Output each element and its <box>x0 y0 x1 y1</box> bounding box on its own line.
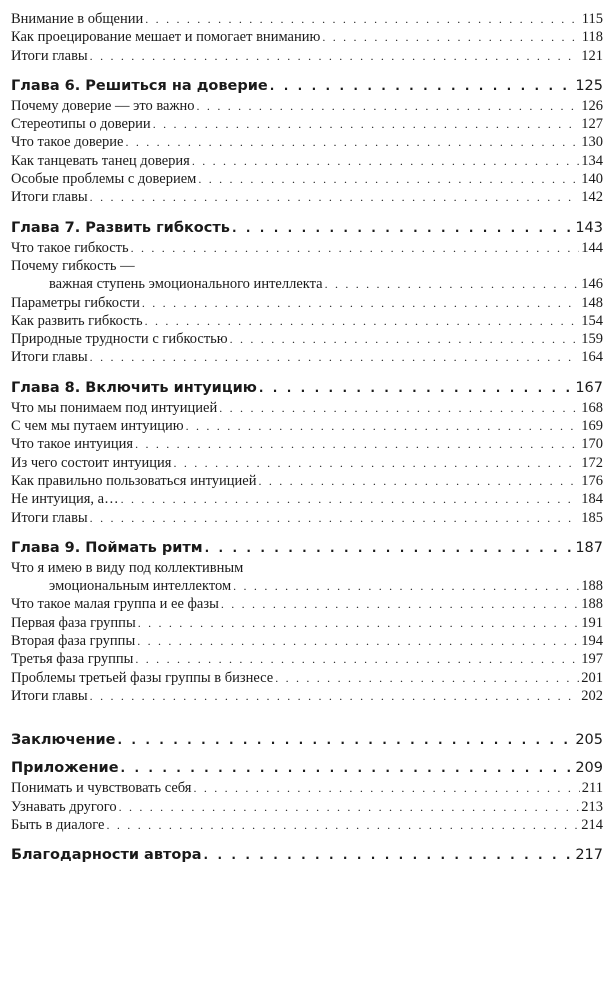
toc-entry-page: 188 <box>581 578 603 595</box>
toc-entry-title-continuation: эмоциональным интеллектом <box>49 578 232 595</box>
toc-entry <box>11 417 603 435</box>
dot-leader <box>153 115 580 133</box>
dot-leader <box>232 217 573 239</box>
toc-entry <box>11 133 603 151</box>
toc-entry <box>11 115 603 133</box>
toc-entry-title: Итоги главы <box>11 47 88 64</box>
dot-leader <box>173 454 579 472</box>
dot-leader <box>205 537 574 559</box>
chapter-heading-page: 125 <box>575 77 603 94</box>
toc-entry <box>11 472 603 490</box>
chapter-heading <box>11 217 603 239</box>
toc-entry-title: Что мы понимаем под интуицией <box>11 399 218 416</box>
dot-leader <box>270 75 574 97</box>
toc-entry-title: Стереотипы о доверии <box>11 116 151 133</box>
toc-entry-page: 154 <box>581 312 603 329</box>
toc-entry <box>11 632 603 650</box>
toc-entry <box>11 275 603 293</box>
table-of-contents <box>11 10 603 866</box>
dot-leader <box>275 669 579 687</box>
toc-conclusion <box>11 729 603 751</box>
toc-entry <box>11 170 603 188</box>
chapter-heading-page: 205 <box>575 732 603 749</box>
toc-entry-title: Как правильно пользоваться интуицией <box>11 472 257 489</box>
chapter-heading <box>11 757 603 779</box>
toc-entry-title: Итоги главы <box>11 687 88 704</box>
dot-leader <box>322 28 579 46</box>
toc-entry <box>11 399 603 417</box>
toc-entry-page: 185 <box>581 509 603 526</box>
toc-entry-page: 201 <box>581 669 603 686</box>
dot-leader <box>117 729 573 751</box>
dot-leader <box>221 595 579 613</box>
toc-entry-page: 146 <box>581 276 603 293</box>
toc-entry-title: Что такое гибкость <box>11 239 129 256</box>
chapter-heading-title: Заключение <box>11 732 116 749</box>
toc-entry <box>11 595 603 613</box>
dot-leader <box>145 10 580 28</box>
toc-entry-title: Внимание в общении <box>11 11 144 27</box>
dot-leader <box>198 170 579 188</box>
dot-leader <box>138 614 580 632</box>
toc-entry <box>11 490 603 508</box>
toc-entry <box>11 152 603 170</box>
toc-entry-title: Итоги главы <box>11 189 88 206</box>
toc-entry-page: 191 <box>581 614 603 631</box>
dot-leader <box>90 188 580 206</box>
toc-entry <box>11 669 603 687</box>
toc-entry-page: 213 <box>581 798 603 815</box>
toc-entry-page: 172 <box>581 454 603 471</box>
chapter-heading-title: Глава 7. Развить гибкость <box>11 219 230 236</box>
dot-leader <box>107 816 580 834</box>
toc-entry-title-line1: Почему гибкость — <box>11 257 135 274</box>
toc-entry-title: Из чего состоит интуиция <box>11 454 172 471</box>
toc-entry-title: Особые проблемы с доверием <box>11 171 197 188</box>
dot-leader <box>131 239 580 257</box>
chapter-heading-title: Глава 8. Включить интуицию <box>11 379 257 396</box>
toc-entry-title: Проблемы третьей фазы группы в бизнесе <box>11 669 274 686</box>
toc-entry-title: Вторая фаза группы <box>11 633 136 650</box>
toc-entry <box>11 330 603 348</box>
toc-entry <box>11 509 603 527</box>
dot-leader <box>135 650 579 668</box>
toc-chapter-6 <box>11 75 603 207</box>
toc-entry-title: Что такое доверие <box>11 134 124 151</box>
dot-leader <box>259 377 573 399</box>
toc-entry-page: 214 <box>581 816 603 833</box>
toc-entry <box>11 97 603 115</box>
toc-entry-page: 148 <box>581 294 603 311</box>
dot-leader <box>233 577 579 595</box>
dot-leader <box>325 275 580 293</box>
toc-entry <box>11 28 603 46</box>
dot-leader <box>125 133 579 151</box>
toc-entry-title: Быть в диалоге <box>11 816 105 833</box>
toc-entry <box>11 577 603 595</box>
dot-leader <box>193 779 579 797</box>
toc-entry-page: 127 <box>581 116 603 133</box>
toc-entry <box>11 239 603 257</box>
toc-acknowledgements <box>11 844 603 866</box>
dot-leader <box>230 330 580 348</box>
toc-entry-title: Итоги главы <box>11 349 88 366</box>
toc-entry-title: Почему доверие — это важно <box>11 97 195 114</box>
toc-entry-title: С чем мы путаем интуицию <box>11 418 184 435</box>
toc-entry-title: Узнавать другого <box>11 798 117 815</box>
toc-entry <box>11 779 603 797</box>
toc-entry-title: Что такое интуиция <box>11 436 134 453</box>
toc-entry-page: 130 <box>581 134 603 151</box>
chapter-heading-title: Благодарности автора <box>11 847 202 864</box>
toc-entry-page: 168 <box>581 399 603 416</box>
toc-entry-title: Что такое малая группа и ее фазы <box>11 596 219 613</box>
dot-leader <box>204 844 574 866</box>
toc-entry-page: 159 <box>581 331 603 348</box>
toc-entry-page: 194 <box>581 633 603 650</box>
dot-leader <box>258 472 579 490</box>
toc-entry-page: 164 <box>581 349 603 366</box>
toc-entry-page: 202 <box>581 687 603 704</box>
toc-entry-page: 121 <box>581 47 603 64</box>
toc-entry <box>11 798 603 816</box>
toc-entry-page: 115 <box>581 11 603 27</box>
dot-leader <box>219 399 579 417</box>
toc-entry-title: Не интуиция, а… <box>11 491 119 508</box>
toc-entry-page: 184 <box>581 491 603 508</box>
toc-entry-title: Как развить гибкость <box>11 312 143 329</box>
toc-section-top <box>11 10 603 65</box>
toc-entry-page: 142 <box>581 189 603 206</box>
toc-entry-title: Итоги главы <box>11 509 88 526</box>
toc-entry <box>11 687 603 705</box>
toc-entry <box>11 188 603 206</box>
dot-leader <box>197 97 580 115</box>
toc-entry <box>11 348 603 366</box>
dot-leader <box>121 757 574 779</box>
dot-leader <box>137 632 579 650</box>
toc-entry <box>11 816 603 834</box>
chapter-heading-page: 187 <box>575 539 603 556</box>
toc-entry-title: Первая фаза группы <box>11 614 136 631</box>
toc-entry <box>11 435 603 453</box>
toc-entry-page: 211 <box>581 780 603 797</box>
toc-entry-page: 188 <box>581 596 603 613</box>
toc-entry-title: Как проецирование мешает и помогает вниманию <box>11 29 321 46</box>
toc-entry-title: Природные трудности с гибкостью <box>11 331 228 348</box>
chapter-heading-title: Глава 6. Решиться на доверие <box>11 77 268 94</box>
toc-chapter-9 <box>11 537 603 705</box>
toc-entry-page: 126 <box>581 97 603 114</box>
toc-entry <box>11 454 603 472</box>
toc-entry-page: 144 <box>581 239 603 256</box>
toc-entry <box>11 614 603 632</box>
chapter-heading <box>11 75 603 97</box>
toc-entry-title: Понимать и чувствовать себя <box>11 780 192 797</box>
dot-leader <box>135 435 579 453</box>
toc-entry-page: 170 <box>581 436 603 453</box>
toc-chapter-8 <box>11 377 603 527</box>
chapter-heading-title: Приложение <box>11 760 119 777</box>
chapter-heading-page: 209 <box>575 760 603 777</box>
chapter-heading-page: 143 <box>575 219 603 236</box>
chapter-heading-page: 217 <box>575 847 603 864</box>
toc-entry-title-line1: Что я имею в виду под коллективным <box>11 559 244 576</box>
dot-leader <box>90 47 580 65</box>
dot-leader <box>119 798 580 816</box>
dot-leader <box>90 509 580 527</box>
toc-entry-page: 176 <box>581 472 603 489</box>
toc-entry-page: 134 <box>581 152 603 169</box>
toc-entry-page: 169 <box>581 418 603 435</box>
toc-entry-title: Третья фаза группы <box>11 651 134 668</box>
toc-entry <box>11 650 603 668</box>
toc-entry-page: 118 <box>581 29 603 46</box>
dot-leader <box>192 152 579 170</box>
toc-entry <box>11 312 603 330</box>
dot-leader <box>90 348 580 366</box>
toc-entry-page: 197 <box>581 651 603 668</box>
toc-entry <box>11 10 603 28</box>
toc-entry-page: 140 <box>581 171 603 188</box>
dot-leader <box>142 294 579 312</box>
chapter-heading <box>11 537 603 559</box>
dot-leader <box>121 490 580 508</box>
toc-appendix <box>11 757 603 834</box>
chapter-heading-page: 167 <box>575 379 603 396</box>
toc-entry-title-continuation: важная ступень эмоционального интеллекта <box>49 276 323 293</box>
toc-entry <box>11 294 603 312</box>
toc-chapter-7 <box>11 217 603 367</box>
dot-leader <box>90 687 580 705</box>
dot-leader <box>145 312 580 330</box>
toc-entry-title: Параметры гибкости <box>11 294 140 311</box>
toc-entry <box>11 47 603 65</box>
chapter-heading <box>11 377 603 399</box>
dot-leader <box>186 417 580 435</box>
toc-entry-title: Как танцевать танец доверия <box>11 152 190 169</box>
chapter-heading-title: Глава 9. Поймать ритм <box>11 539 203 556</box>
